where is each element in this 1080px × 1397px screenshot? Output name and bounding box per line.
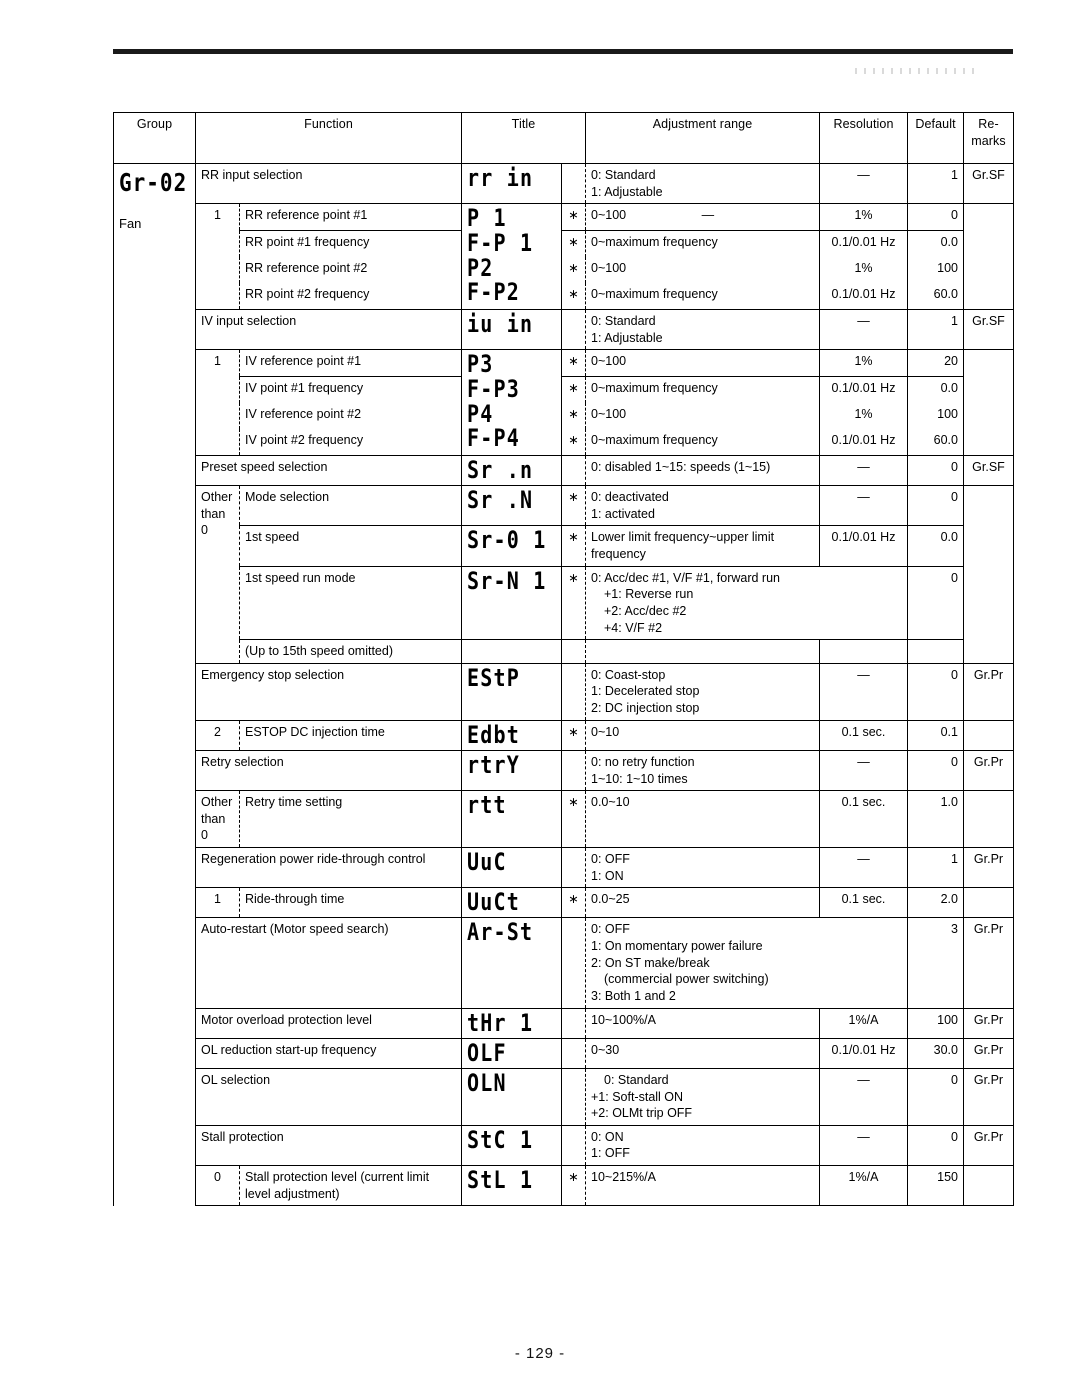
- column-header-resolution: Resolution: [820, 113, 908, 164]
- function-cell: Retry time setting: [240, 791, 462, 848]
- header-row: [114, 113, 1014, 164]
- led-code-stack: [467, 203, 556, 307]
- default-cell: 0: [908, 456, 964, 486]
- default-cell: 0: [908, 1068, 964, 1125]
- condition-cell: 1: [196, 350, 240, 456]
- function-cell: RR reference point #1: [240, 204, 462, 231]
- default-cell: 1: [908, 164, 964, 204]
- range-line: 0: OFF: [591, 922, 630, 937]
- asterisk-cell: ∗: [562, 204, 586, 231]
- function-cell: Regeneration power ride-through control: [196, 848, 462, 888]
- function-cell: RR point #2 frequency: [240, 283, 462, 309]
- function-cell: RR reference point #2: [240, 257, 462, 283]
- asterisk-cell: ∗: [562, 566, 586, 640]
- table-row: [114, 848, 1014, 888]
- asterisk-cell: ∗: [562, 526, 586, 566]
- range-line: +1: Reverse run: [604, 587, 694, 602]
- range-line: 1~10: 1~10 times: [591, 771, 688, 786]
- remarks-cell: [964, 1166, 1014, 1206]
- led-code: StC 1: [467, 1125, 534, 1154]
- resolution-cell: 0.1 sec.: [820, 888, 908, 918]
- default-cell: 0: [908, 566, 964, 640]
- group-code: Gr-02: [119, 168, 188, 197]
- table-row: [114, 257, 1014, 283]
- default-cell: 0: [908, 1125, 964, 1165]
- condition-cell: Other than 0: [196, 791, 240, 848]
- led-code: P 1: [467, 203, 507, 233]
- range-line: 1: On momentary power failure: [591, 939, 763, 954]
- table-row: [114, 663, 1014, 720]
- asterisk-cell: ∗: [562, 377, 586, 403]
- group-cell: [114, 164, 196, 1206]
- remarks-cell: Gr.Pr: [964, 918, 1014, 1008]
- range-cell: 10~215%/A: [586, 1166, 820, 1206]
- led-code: rtt: [467, 790, 507, 820]
- asterisk-cell: [562, 1008, 586, 1038]
- function-cell: 1st speed: [240, 526, 462, 566]
- default-cell: 0.0: [908, 377, 964, 403]
- title-cell: [462, 566, 562, 640]
- remarks-cell: [964, 791, 1014, 848]
- remarks-cell: Gr.Pr: [964, 848, 1014, 888]
- resolution-cell: —: [820, 164, 908, 204]
- led-code: F-P 1: [467, 228, 534, 257]
- header-rule: [113, 49, 1013, 54]
- range-line: 2: DC injection stop: [591, 701, 700, 716]
- range-line: 0~100: [591, 208, 627, 223]
- range-line: 0: ON: [591, 1129, 624, 1144]
- remarks-cell: Gr.SF: [964, 310, 1014, 350]
- default-cell: 0.0: [908, 526, 964, 566]
- title-cell: [462, 310, 562, 350]
- range-cell: [586, 310, 820, 350]
- table-row: [114, 1038, 1014, 1068]
- remarks-line-1: Re-: [978, 117, 999, 131]
- title-cell: [462, 486, 562, 526]
- led-code: StL 1: [467, 1165, 534, 1195]
- parameter-table: [113, 112, 1014, 1206]
- table-row: [114, 231, 1014, 257]
- resolution-cell: 1%: [820, 204, 908, 231]
- resolution-cell: —: [820, 456, 908, 486]
- default-cell: 150: [908, 1166, 964, 1206]
- default-cell: 0.0: [908, 231, 964, 257]
- range-line: +1: Soft-stall ON: [591, 1089, 684, 1104]
- default-cell: 3: [908, 918, 964, 1008]
- asterisk-cell: [562, 640, 586, 664]
- condition-cell: 0: [196, 1166, 240, 1206]
- title-cell: [462, 1068, 562, 1125]
- range-cell: [586, 1068, 820, 1125]
- title-cell: [462, 204, 562, 310]
- led-code: tHr 1: [467, 1008, 534, 1037]
- asterisk-cell: [562, 1068, 586, 1125]
- resolution-cell: 1%/A: [820, 1008, 908, 1038]
- remarks-cell: Gr.Pr: [964, 1125, 1014, 1165]
- remarks-cell: [964, 486, 1014, 664]
- table-row: [114, 283, 1014, 309]
- function-cell: 1st speed run mode: [240, 566, 462, 640]
- table-row: [114, 456, 1014, 486]
- table-row: [114, 918, 1014, 1008]
- resolution-cell: —: [820, 750, 908, 790]
- asterisk-cell: [562, 1038, 586, 1068]
- function-cell: Stall protection level (current limit level adjustment): [240, 1166, 462, 1206]
- led-code: UuC: [467, 847, 507, 877]
- led-code: Sr-0 1: [467, 526, 547, 555]
- range-line: 0: Standard: [591, 314, 656, 328]
- asterisk-cell: [562, 750, 586, 790]
- asterisk-cell: [562, 848, 586, 888]
- range-line: 0: no retry function: [591, 754, 695, 769]
- table-row: [114, 1125, 1014, 1165]
- table-row: [114, 750, 1014, 790]
- default-cell: 0: [908, 663, 964, 720]
- column-header-adjustment-range: Adjustment range: [586, 113, 820, 164]
- default-cell: 60.0: [908, 283, 964, 309]
- title-cell: [462, 1125, 562, 1165]
- range-cell: [586, 1125, 820, 1165]
- title-cell: [462, 750, 562, 790]
- default-cell: 0: [908, 486, 964, 526]
- remarks-cell: Gr.Pr: [964, 1068, 1014, 1125]
- function-cell: OL reduction start-up frequency: [196, 1038, 462, 1068]
- title-cell: [462, 888, 562, 918]
- function-cell: IV point #1 frequency: [240, 377, 462, 403]
- range-line: 0: Acc/dec #1, V/F #1, forward run: [591, 570, 780, 585]
- remarks-line-2: marks: [971, 133, 1006, 148]
- asterisk-cell: ∗: [562, 429, 586, 455]
- led-code: rtrY: [467, 750, 520, 779]
- default-cell: 100: [908, 257, 964, 283]
- resolution-cell: 0.1/0.01 Hz: [820, 1038, 908, 1068]
- resolution-cell: —: [820, 1068, 908, 1125]
- asterisk-cell: ∗: [562, 791, 586, 848]
- range-cell: [586, 164, 820, 204]
- default-cell: 1: [908, 848, 964, 888]
- resolution-cell: —: [820, 486, 908, 526]
- condition-cell: 2: [196, 720, 240, 750]
- asterisk-cell: ∗: [562, 350, 586, 377]
- title-cell: [462, 1038, 562, 1068]
- asterisk-cell: [562, 918, 586, 1008]
- table-row: [114, 350, 1014, 377]
- table-row: [114, 310, 1014, 350]
- led-code: OLN: [467, 1068, 507, 1097]
- range-cell: 0~100: [586, 350, 820, 377]
- range-cell: [586, 848, 820, 888]
- led-code: F-P3: [467, 374, 520, 403]
- function-cell: OL selection: [196, 1068, 462, 1125]
- table-row: [114, 1008, 1014, 1038]
- led-code: F-P2: [467, 278, 520, 307]
- range-line: 0: Standard: [604, 1072, 669, 1087]
- title-cell: [462, 918, 562, 1008]
- title-cell: [462, 1166, 562, 1206]
- resolution-cell: 1%: [820, 350, 908, 377]
- function-cell: IV reference point #1: [240, 350, 462, 377]
- default-cell: 0: [908, 204, 964, 231]
- range-line: 2: On ST make/break: [591, 955, 710, 970]
- range-line: +4: V/F #2: [604, 620, 663, 635]
- range-cell: [586, 486, 820, 526]
- led-code: EStP: [467, 663, 520, 692]
- table-row: [114, 640, 1014, 664]
- range-line: 0: Coast-stop: [591, 667, 666, 682]
- asterisk-cell: [562, 663, 586, 720]
- default-cell: 2.0: [908, 888, 964, 918]
- default-cell: 30.0: [908, 1038, 964, 1068]
- remarks-cell: Gr.SF: [964, 456, 1014, 486]
- table-row: [114, 1166, 1014, 1206]
- range-extra: —: [701, 208, 715, 223]
- resolution-cell: 1%/A: [820, 1166, 908, 1206]
- range-line: 1: Adjustable: [591, 330, 663, 345]
- default-cell: 1: [908, 310, 964, 350]
- range-cell: [586, 663, 820, 720]
- resolution-cell: —: [820, 1125, 908, 1165]
- resolution-cell: —: [820, 310, 908, 350]
- column-header-title: Title: [462, 113, 586, 164]
- led-code: Sr .N: [467, 485, 534, 515]
- table-row: [114, 1068, 1014, 1125]
- range-cell: 0: disabled 1~15: speeds (1~15): [586, 456, 820, 486]
- range-line: 1: Adjustable: [591, 184, 663, 199]
- asterisk-cell: [562, 1125, 586, 1165]
- range-cell: [586, 918, 908, 1008]
- default-cell: 60.0: [908, 429, 964, 455]
- title-cell: [462, 640, 562, 664]
- table-row: [114, 403, 1014, 429]
- resolution-cell: 0.1 sec.: [820, 791, 908, 848]
- condition-cell: 1: [196, 204, 240, 310]
- range-line: 0: OFF: [591, 852, 630, 866]
- table-row: [114, 720, 1014, 750]
- function-cell: Mode selection: [240, 486, 462, 526]
- range-cell: [586, 640, 820, 664]
- remarks-cell: Gr.Pr: [964, 1038, 1014, 1068]
- range-line: 1: activated: [591, 506, 655, 521]
- default-cell: [908, 640, 964, 664]
- led-code: iu in: [467, 309, 534, 339]
- function-cell: IV point #2 frequency: [240, 429, 462, 455]
- title-cell: [462, 663, 562, 720]
- range-cell: 0~maximum frequency: [586, 283, 820, 309]
- function-cell: Emergency stop selection: [196, 663, 462, 720]
- remarks-cell: Gr.Pr: [964, 1008, 1014, 1038]
- asterisk-cell: ∗: [562, 486, 586, 526]
- function-cell: Auto-restart (Motor speed search): [196, 918, 462, 1008]
- default-cell: 100: [908, 403, 964, 429]
- led-code: P4: [467, 399, 494, 428]
- title-cell: [462, 720, 562, 750]
- function-cell: RR input selection: [196, 164, 462, 204]
- table-row: [114, 377, 1014, 403]
- remarks-cell: [964, 888, 1014, 918]
- remarks-cell: [964, 204, 1014, 310]
- title-cell: [462, 526, 562, 566]
- title-cell: [462, 350, 562, 456]
- table-row: [114, 429, 1014, 455]
- resolution-cell: 0.1/0.01 Hz: [820, 429, 908, 455]
- table-row: [114, 204, 1014, 231]
- range-line: +2: Acc/dec #2: [604, 603, 687, 618]
- function-cell: Ride-through time: [240, 888, 462, 918]
- remarks-cell: Gr.Pr: [964, 750, 1014, 790]
- page-number: - 129 -: [514, 1345, 566, 1362]
- resolution-cell: [820, 640, 908, 664]
- group-sublabel: Fan: [119, 215, 142, 231]
- range-line: Lower limit frequency~upper limit: [591, 530, 775, 545]
- asterisk-cell: ∗: [562, 231, 586, 257]
- column-header-default: Default: [908, 113, 964, 164]
- function-cell: IV input selection: [196, 310, 462, 350]
- asterisk-cell: ∗: [562, 888, 586, 918]
- table-header: [114, 113, 1014, 164]
- asterisk-cell: ∗: [562, 283, 586, 309]
- resolution-cell: 0.1/0.01 Hz: [820, 231, 908, 257]
- led-code: Sr-N 1: [467, 566, 547, 595]
- range-cell: 0~30: [586, 1038, 820, 1068]
- range-line: 1: ON: [591, 868, 624, 883]
- led-code-stack: [467, 349, 556, 453]
- table-row: [114, 791, 1014, 848]
- table-body: [114, 164, 1014, 1206]
- function-cell: Stall protection: [196, 1125, 462, 1165]
- title-cell: [462, 848, 562, 888]
- resolution-cell: 0.1/0.01 Hz: [820, 283, 908, 309]
- range-line: 1: OFF: [591, 1146, 630, 1161]
- range-line: (commercial power switching): [604, 972, 769, 987]
- function-cell: Retry selection: [196, 750, 462, 790]
- title-cell: [462, 164, 562, 204]
- range-cell: 0~maximum frequency: [586, 231, 820, 257]
- scan-artifact: [855, 68, 975, 74]
- default-cell: 0.1: [908, 720, 964, 750]
- function-cell: RR point #1 frequency: [240, 231, 462, 257]
- column-header-group: Group: [114, 113, 196, 164]
- table-row: [114, 566, 1014, 640]
- function-cell: IV reference point #2: [240, 403, 462, 429]
- function-cell: Motor overload protection level: [196, 1008, 462, 1038]
- range-cell: 10~100%/A: [586, 1008, 820, 1038]
- range-line: +2: OLMt trip OFF: [591, 1106, 693, 1121]
- remarks-cell: Gr.SF: [964, 164, 1014, 204]
- condition-cell: 1: [196, 888, 240, 918]
- range-cell: 0~maximum frequency: [586, 429, 820, 455]
- led-code: P3: [467, 349, 494, 379]
- asterisk-cell: [562, 164, 586, 204]
- range-line: 1: Decelerated stop: [591, 684, 700, 699]
- default-cell: 0: [908, 750, 964, 790]
- function-cell: Preset speed selection: [196, 456, 462, 486]
- default-cell: 100: [908, 1008, 964, 1038]
- resolution-cell: —: [820, 663, 908, 720]
- asterisk-cell: ∗: [562, 257, 586, 283]
- function-cell: ESTOP DC injection time: [240, 720, 462, 750]
- asterisk-cell: ∗: [562, 1166, 586, 1206]
- led-code: Sr .n: [467, 455, 534, 485]
- range-line: 3: Both 1 and 2: [591, 988, 676, 1003]
- resolution-cell: 1%: [820, 257, 908, 283]
- range-cell: [586, 526, 820, 566]
- condition-cell: Other than 0: [196, 486, 240, 664]
- led-code: OLF: [467, 1038, 507, 1067]
- resolution-cell: —: [820, 848, 908, 888]
- title-cell: [462, 1008, 562, 1038]
- resolution-cell: 1%: [820, 403, 908, 429]
- resolution-cell: 0.1 sec.: [820, 720, 908, 750]
- remarks-cell: [964, 720, 1014, 750]
- range-cell: [586, 204, 820, 231]
- range-cell: 0.0~10: [586, 791, 820, 848]
- range-cell: 0~maximum frequency: [586, 377, 820, 403]
- table-row: [114, 526, 1014, 566]
- led-code: P2: [467, 253, 494, 282]
- range-cell: [586, 750, 820, 790]
- led-code: UuCt: [467, 887, 520, 917]
- title-cell: [462, 456, 562, 486]
- range-cell: 0~10: [586, 720, 820, 750]
- table-row: [114, 164, 1014, 204]
- table-row: [114, 888, 1014, 918]
- range-cell: [586, 566, 908, 640]
- remarks-cell: Gr.Pr: [964, 663, 1014, 720]
- asterisk-cell: ∗: [562, 720, 586, 750]
- remarks-cell: [964, 350, 1014, 456]
- function-cell: (Up to 15th speed omitted): [240, 640, 462, 664]
- range-line: 0: Standard: [591, 168, 656, 182]
- column-header-function: Function: [196, 113, 462, 164]
- asterisk-cell: [562, 456, 586, 486]
- range-cell: 0~100: [586, 403, 820, 429]
- range-cell: 0.0~25: [586, 888, 820, 918]
- title-cell: [462, 791, 562, 848]
- led-code: Edbt: [467, 720, 520, 749]
- default-cell: 1.0: [908, 791, 964, 848]
- led-code: F-P4: [467, 424, 520, 453]
- asterisk-cell: [562, 310, 586, 350]
- default-cell: 20: [908, 350, 964, 377]
- column-header-remarks: [964, 113, 1014, 164]
- table-row: [114, 486, 1014, 526]
- led-code: rr in: [467, 163, 534, 193]
- resolution-cell: 0.1/0.01 Hz: [820, 526, 908, 566]
- range-line: frequency: [591, 547, 646, 562]
- asterisk-cell: ∗: [562, 403, 586, 429]
- range-cell: 0~100: [586, 257, 820, 283]
- range-line: 0: deactivated: [591, 490, 669, 505]
- led-code: Ar-St: [467, 918, 534, 947]
- resolution-cell: 0.1/0.01 Hz: [820, 377, 908, 403]
